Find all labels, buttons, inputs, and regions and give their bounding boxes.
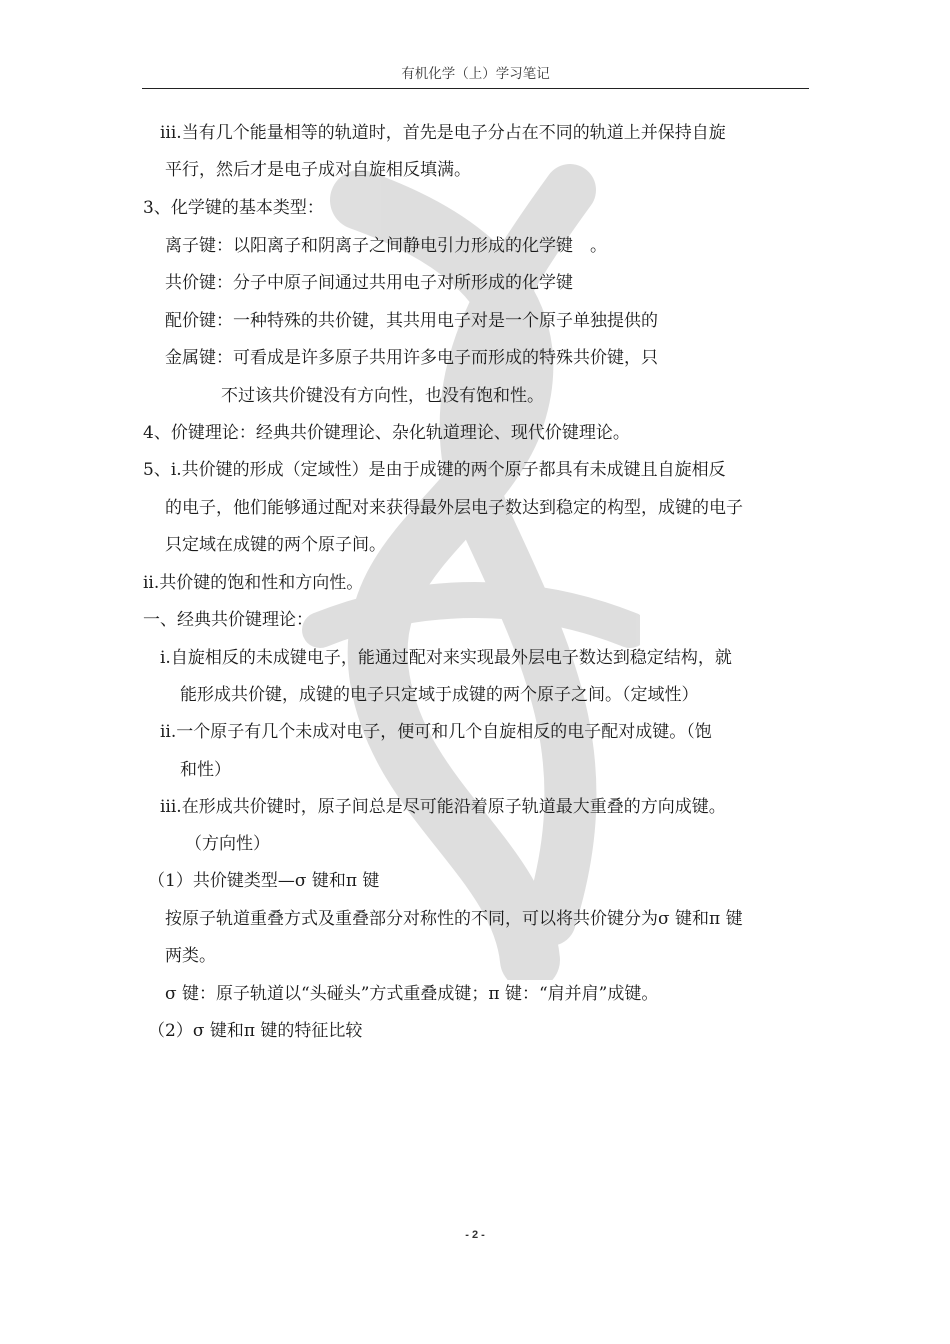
section-heading: （2）σ 键和π 键的特征比较 <box>148 1021 363 1041</box>
text-line: 的电子，他们能够通过配对来获得最外层电子数达到稳定的构型，成键的电子 <box>165 498 743 518</box>
text-line: iii.在形成共价键时，原子间总是尽可能沿着原子轨道最大重叠的方向成键。 <box>160 797 726 817</box>
text-line: 能形成共价键，成键的电子只定域于成键的两个原子之间。（定域性） <box>180 685 699 705</box>
text-line: 4、价键理论：经典共价键理论、杂化轨道理论、现代价键理论。 <box>143 423 630 443</box>
text-line: 和性） <box>180 760 231 780</box>
text-line: σ 键：原子轨道以“头碰头”方式重叠成键；π 键：“肩并肩”成键。 <box>165 984 659 1004</box>
text-line: 金属键：可看成是许多原子共用许多电子而形成的特殊共价键，只 <box>165 348 658 368</box>
section-heading: （1）共价键类型—σ 键和π 键 <box>148 871 380 891</box>
text-line: 一、经典共价键理论： <box>143 610 313 630</box>
text-line: 两类。 <box>165 946 216 966</box>
text-line: i.自旋相反的未成键电子，能通过配对来实现最外层电子数达到稳定结构，就 <box>160 648 732 668</box>
text-line: ii.共价键的饱和性和方向性。 <box>143 573 364 593</box>
text-line: 5、i.共价键的形成（定域性）是由于成键的两个原子都具有未成键且自旋相反 <box>143 460 726 480</box>
page-number: - 2 - <box>465 1229 485 1241</box>
text-line: ii.一个原子有几个未成对电子，便可和几个自旋相反的电子配对成键。（饱 <box>160 722 712 742</box>
page-header: 有机化学（上）学习笔记 <box>142 64 809 89</box>
text-line: 3、化学键的基本类型： <box>143 198 324 218</box>
text-line: 不过该共价键没有方向性，也没有饱和性。 <box>221 386 544 406</box>
text-line: 按原子轨道重叠方式及重叠部分对称性的不同，可以将共价键分为σ 键和π 键 <box>165 909 743 929</box>
text-line: 共价键：分子中原子间通过共用电子对所形成的化学键 <box>165 273 573 293</box>
text-line: 离子键：以阳离子和阴离子之间静电引力形成的化学键 。 <box>165 236 607 256</box>
text-line: 只定域在成键的两个原子间。 <box>165 535 386 555</box>
text-line: 平行，然后才是电子成对自旋相反填满。 <box>165 160 471 180</box>
text-line: iii.当有几个能量相等的轨道时，首先是电子分占在不同的轨道上并保持自旋 <box>160 123 726 143</box>
text-line: （方向性） <box>185 834 270 854</box>
text-line: 配价键：一种特殊的共价键，其共用电子对是一个原子单独提供的 <box>165 311 658 331</box>
